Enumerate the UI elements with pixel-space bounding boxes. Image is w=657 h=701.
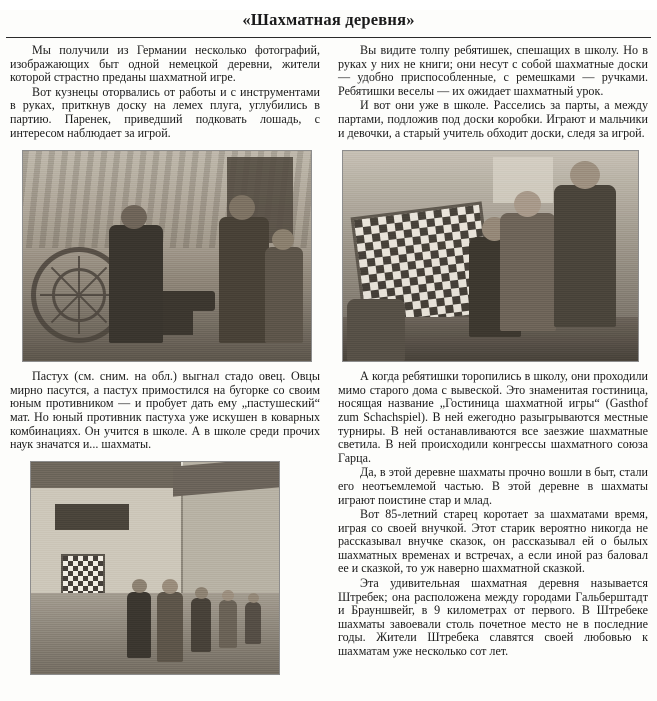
blacksmith-figure	[109, 225, 163, 343]
photo-caption-paragraph	[10, 370, 320, 452]
villager-figure	[219, 600, 237, 648]
villager-figure	[127, 592, 151, 658]
paragraph: Вот 85-летний старец коротает за шахматами время, играя со своей внучкой. Этот старик вероятно никогда не рассказывал внучке сказок, он рассказывал ей о былых шахматных временах и встречах, а если иной раз баловал ее и сказкой, то уж наверно шахматной сказкой.	[338, 507, 648, 576]
article-page	[0, 10, 657, 701]
left-column-bottom	[10, 370, 320, 681]
villager-figure	[245, 602, 261, 644]
paragraph: Да, в этой деревне шахматы прочно вошли в быт, стали его неотъемлемой частью. В этой деревне в шахматы играют поистине стар и млад.	[338, 465, 648, 507]
paragraph: А когда ребятишки торопились в школу, они проходили мимо старого дома с вывеской. Это знаменитая гостиница, носящая название „Гостиница шахматной игры“ (Gasthof zum Schachspiel). В ней ежегодно разыгрываются местные турниры. В ней останавливаются все заезжие шахматные светила. В ней происходили конгрессы шахматного союза Гарца.	[338, 369, 648, 465]
photo-village-street-gasthof	[30, 461, 280, 675]
child-figure	[347, 299, 405, 361]
left-column-top	[10, 44, 320, 140]
photo-blacksmiths-playing-chess	[22, 150, 312, 362]
left-column-photo	[10, 140, 320, 370]
villager-figure	[191, 598, 211, 652]
chessboard-emblem	[61, 554, 105, 598]
street-ground	[31, 593, 279, 674]
right-column-bottom	[338, 370, 648, 681]
paragraph: Эта удивительная шахматная деревня называется Штребек; она расположена между городами Гальберштадт и Брауншвейг, в 9 километрах от первого. В Штребеке шахматы завоевали столь почетное место не в последние годы. Жители Штребека славятся своей любовью к шахматам уже несколько сот лет.	[338, 576, 648, 659]
village-house	[183, 462, 279, 594]
paragraph: И вот они уже в школе. Расселись за парты, а между партами, подложив под доски коробки. Играют и мальчики и девочки, а старый учитель обходит доски, следя за игрой.	[338, 98, 648, 140]
child-figure	[554, 185, 616, 327]
paragraph: Вот кузнецы оторвались от работы и с инструментами в руках, приткнув доску на лемех плуга, углубились в партию. Паренек, приведший подковать лошадь, с интересом наблюдает за игрой.	[10, 84, 320, 140]
child-figure	[500, 213, 556, 331]
gasthof-sign	[55, 504, 129, 530]
paragraph: Мы получили из Германии несколько фотографий, изображающих быт одной немецкой деревни, жители которой страстно преданы шахматной игре.	[10, 43, 320, 85]
right-column-photo	[338, 140, 648, 370]
photo-row	[0, 140, 657, 370]
blacksmith-figure	[219, 217, 269, 343]
right-column-top	[338, 44, 648, 140]
caption-text: Пастух (см. сним. на обл.) выгнал стадо овец. Овцы мирно пасутся, а пастух примостился на бугорке со своим юным противником — и пробует дать ему „пастушеский“ мат. Но юный противник пастуха уже искушен в коварных комбинациях. Он учится в школе. А в школе среди прочих наук значатся и... шахматы.	[10, 369, 320, 452]
page-title: «Шахматная деревня»	[242, 10, 415, 29]
photo-children-with-chessboards	[342, 150, 639, 362]
bottom-columns	[0, 370, 657, 681]
paragraph: Вы видите толпу ребятишек, спешащих в школу. Но в руках у них не книги; они несут с собой шахматные доски — удобно приспособленные, с ремешками — ручками. Ребятишки веселы — их ожидает шахматный урок.	[338, 43, 648, 98]
top-columns	[0, 44, 657, 140]
boy-figure	[265, 247, 303, 343]
title-divider	[6, 37, 651, 38]
villager-figure	[157, 592, 183, 662]
